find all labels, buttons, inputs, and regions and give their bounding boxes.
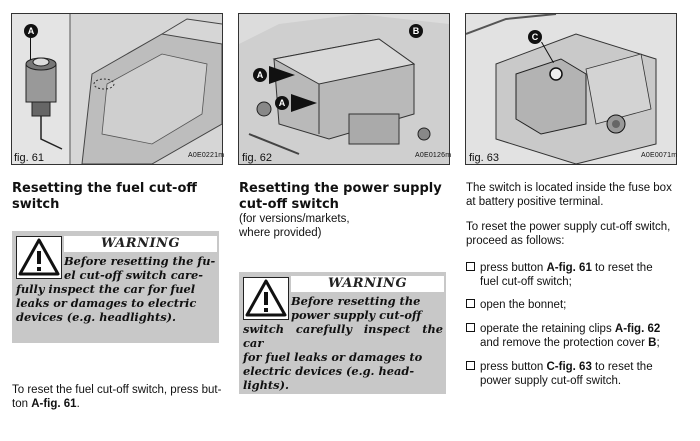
switch-location-text bbox=[466, 181, 694, 209]
fuel-reset-line2 bbox=[12, 397, 227, 411]
figure-62-caption: fig. 62 bbox=[242, 152, 272, 164]
step-1-ref: A-fig. 61 bbox=[546, 262, 592, 274]
step-3-line2 bbox=[466, 336, 691, 350]
power-cutoff-heading-line1: Resetting the power supply bbox=[239, 181, 442, 196]
figure-63 bbox=[465, 13, 677, 165]
checkbox-icon bbox=[466, 299, 475, 308]
step-4 bbox=[466, 360, 691, 388]
step-1 bbox=[466, 261, 691, 289]
checkbox-icon bbox=[466, 323, 475, 332]
figure-61 bbox=[11, 13, 223, 165]
fuel-reset-line2-pre: ton bbox=[12, 398, 32, 410]
step-3-line2-ref: B bbox=[648, 337, 657, 349]
procedure-intro-line2: proceed as follows: bbox=[466, 235, 565, 247]
power-warning-line3: switch carefully inspect the car bbox=[243, 322, 443, 350]
power-warning-line2: power supply cut-off bbox=[291, 308, 422, 322]
power-cutoff-note-line1: (for versions/markets, bbox=[239, 213, 350, 225]
figure-63-code: A0E0071m bbox=[641, 152, 678, 159]
power-warning-line6: lights). bbox=[243, 378, 289, 392]
step-4-line2: power supply cut-off switch. bbox=[480, 375, 622, 387]
arrow-1-icon bbox=[269, 66, 295, 84]
fuel-warning-text-full bbox=[16, 282, 216, 324]
step-3-ref: A-fig. 62 bbox=[614, 323, 661, 335]
figure-62 bbox=[238, 13, 450, 165]
fuel-reset-text bbox=[12, 383, 227, 411]
fuel-warning-box bbox=[12, 231, 219, 343]
step-2 bbox=[466, 298, 691, 312]
fuel-warning-line1: Before resetting the fu- bbox=[64, 254, 216, 268]
power-warning-line4: for fuel leaks or damages to bbox=[243, 350, 423, 364]
figure-61-caption: fig. 61 bbox=[14, 152, 44, 164]
power-cutoff-note-line2: where provided) bbox=[239, 227, 322, 239]
power-warning-line5: electric devices (e.g. head- bbox=[243, 364, 415, 378]
fuel-warning-line3: fully inspect the car for fuel bbox=[16, 282, 196, 296]
fuel-warning-line5: devices (e.g. headlights). bbox=[16, 310, 177, 324]
power-warning-box bbox=[239, 272, 446, 394]
step-4-pre: press button bbox=[480, 361, 547, 373]
power-warning-text bbox=[291, 294, 443, 322]
arrow-2-icon bbox=[291, 94, 317, 112]
figure-63-illustration bbox=[466, 14, 676, 164]
step-1-pre: press button bbox=[480, 262, 547, 274]
checkbox-icon bbox=[466, 361, 475, 370]
step-4-ref: C-fig. 63 bbox=[546, 361, 592, 373]
warning-triangle-icon bbox=[16, 236, 62, 279]
callout-b-fig62: B bbox=[409, 24, 423, 38]
figure-62-code: A0E0126m bbox=[415, 152, 452, 159]
power-warning-line1: Before resetting the bbox=[291, 294, 421, 308]
callout-a-line bbox=[30, 38, 31, 60]
fuel-reset-line1: To reset the fuel cut-off switch, press but- bbox=[12, 384, 222, 396]
step-2-pre: open the bonnet; bbox=[480, 299, 567, 311]
fuel-cutoff-heading bbox=[12, 181, 227, 213]
callout-a1-fig62: A bbox=[253, 68, 267, 82]
switch-location-line1: The switch is located inside the fuse box bbox=[466, 182, 672, 194]
power-cutoff-heading-line2: cut-off switch bbox=[239, 197, 339, 212]
fuel-warning-line4: leaks or damages to electric bbox=[16, 296, 197, 310]
step-3-pre: operate the retaining clips bbox=[480, 323, 615, 335]
step-1-line2: fuel cut-off switch; bbox=[480, 276, 572, 288]
procedure-intro-line1: To reset the power supply cut-off switch, bbox=[466, 221, 671, 233]
step-4-post: to reset the bbox=[591, 361, 653, 373]
step-3 bbox=[466, 322, 691, 350]
procedure-intro bbox=[466, 220, 694, 248]
fuel-warning-title: WARNING bbox=[64, 236, 217, 252]
callout-a2-fig62: A bbox=[275, 96, 289, 110]
figure-61-illustration bbox=[12, 14, 225, 164]
power-warning-text-full bbox=[243, 322, 443, 392]
warning-triangle-icon bbox=[243, 277, 289, 320]
figure-61-code: A0E0221m bbox=[188, 152, 225, 159]
power-cutoff-note bbox=[239, 212, 454, 240]
fuel-warning-line2: el cut-off switch care- bbox=[64, 268, 204, 282]
checkbox-icon bbox=[466, 262, 475, 271]
step-3-line2-pre: and remove the protection cover bbox=[480, 337, 649, 349]
callout-a-fig61: A bbox=[24, 24, 38, 38]
fuel-warning-text bbox=[64, 254, 216, 282]
power-warning-title: WARNING bbox=[291, 276, 444, 292]
fuel-reset-line2-post: . bbox=[76, 398, 80, 410]
power-cutoff-heading bbox=[239, 181, 454, 213]
fuel-cutoff-heading-line1: Resetting the fuel cut-off bbox=[12, 181, 197, 196]
fuel-reset-ref: A-fig. 61 bbox=[31, 398, 77, 410]
fuel-cutoff-heading-line2: switch bbox=[12, 197, 60, 212]
step-3-line2-post: ; bbox=[656, 337, 660, 349]
step-1-post: to reset the bbox=[591, 262, 653, 274]
figure-63-caption: fig. 63 bbox=[469, 152, 499, 164]
switch-location-line2: at battery positive terminal. bbox=[466, 196, 604, 208]
callout-c-fig63: C bbox=[528, 30, 542, 44]
